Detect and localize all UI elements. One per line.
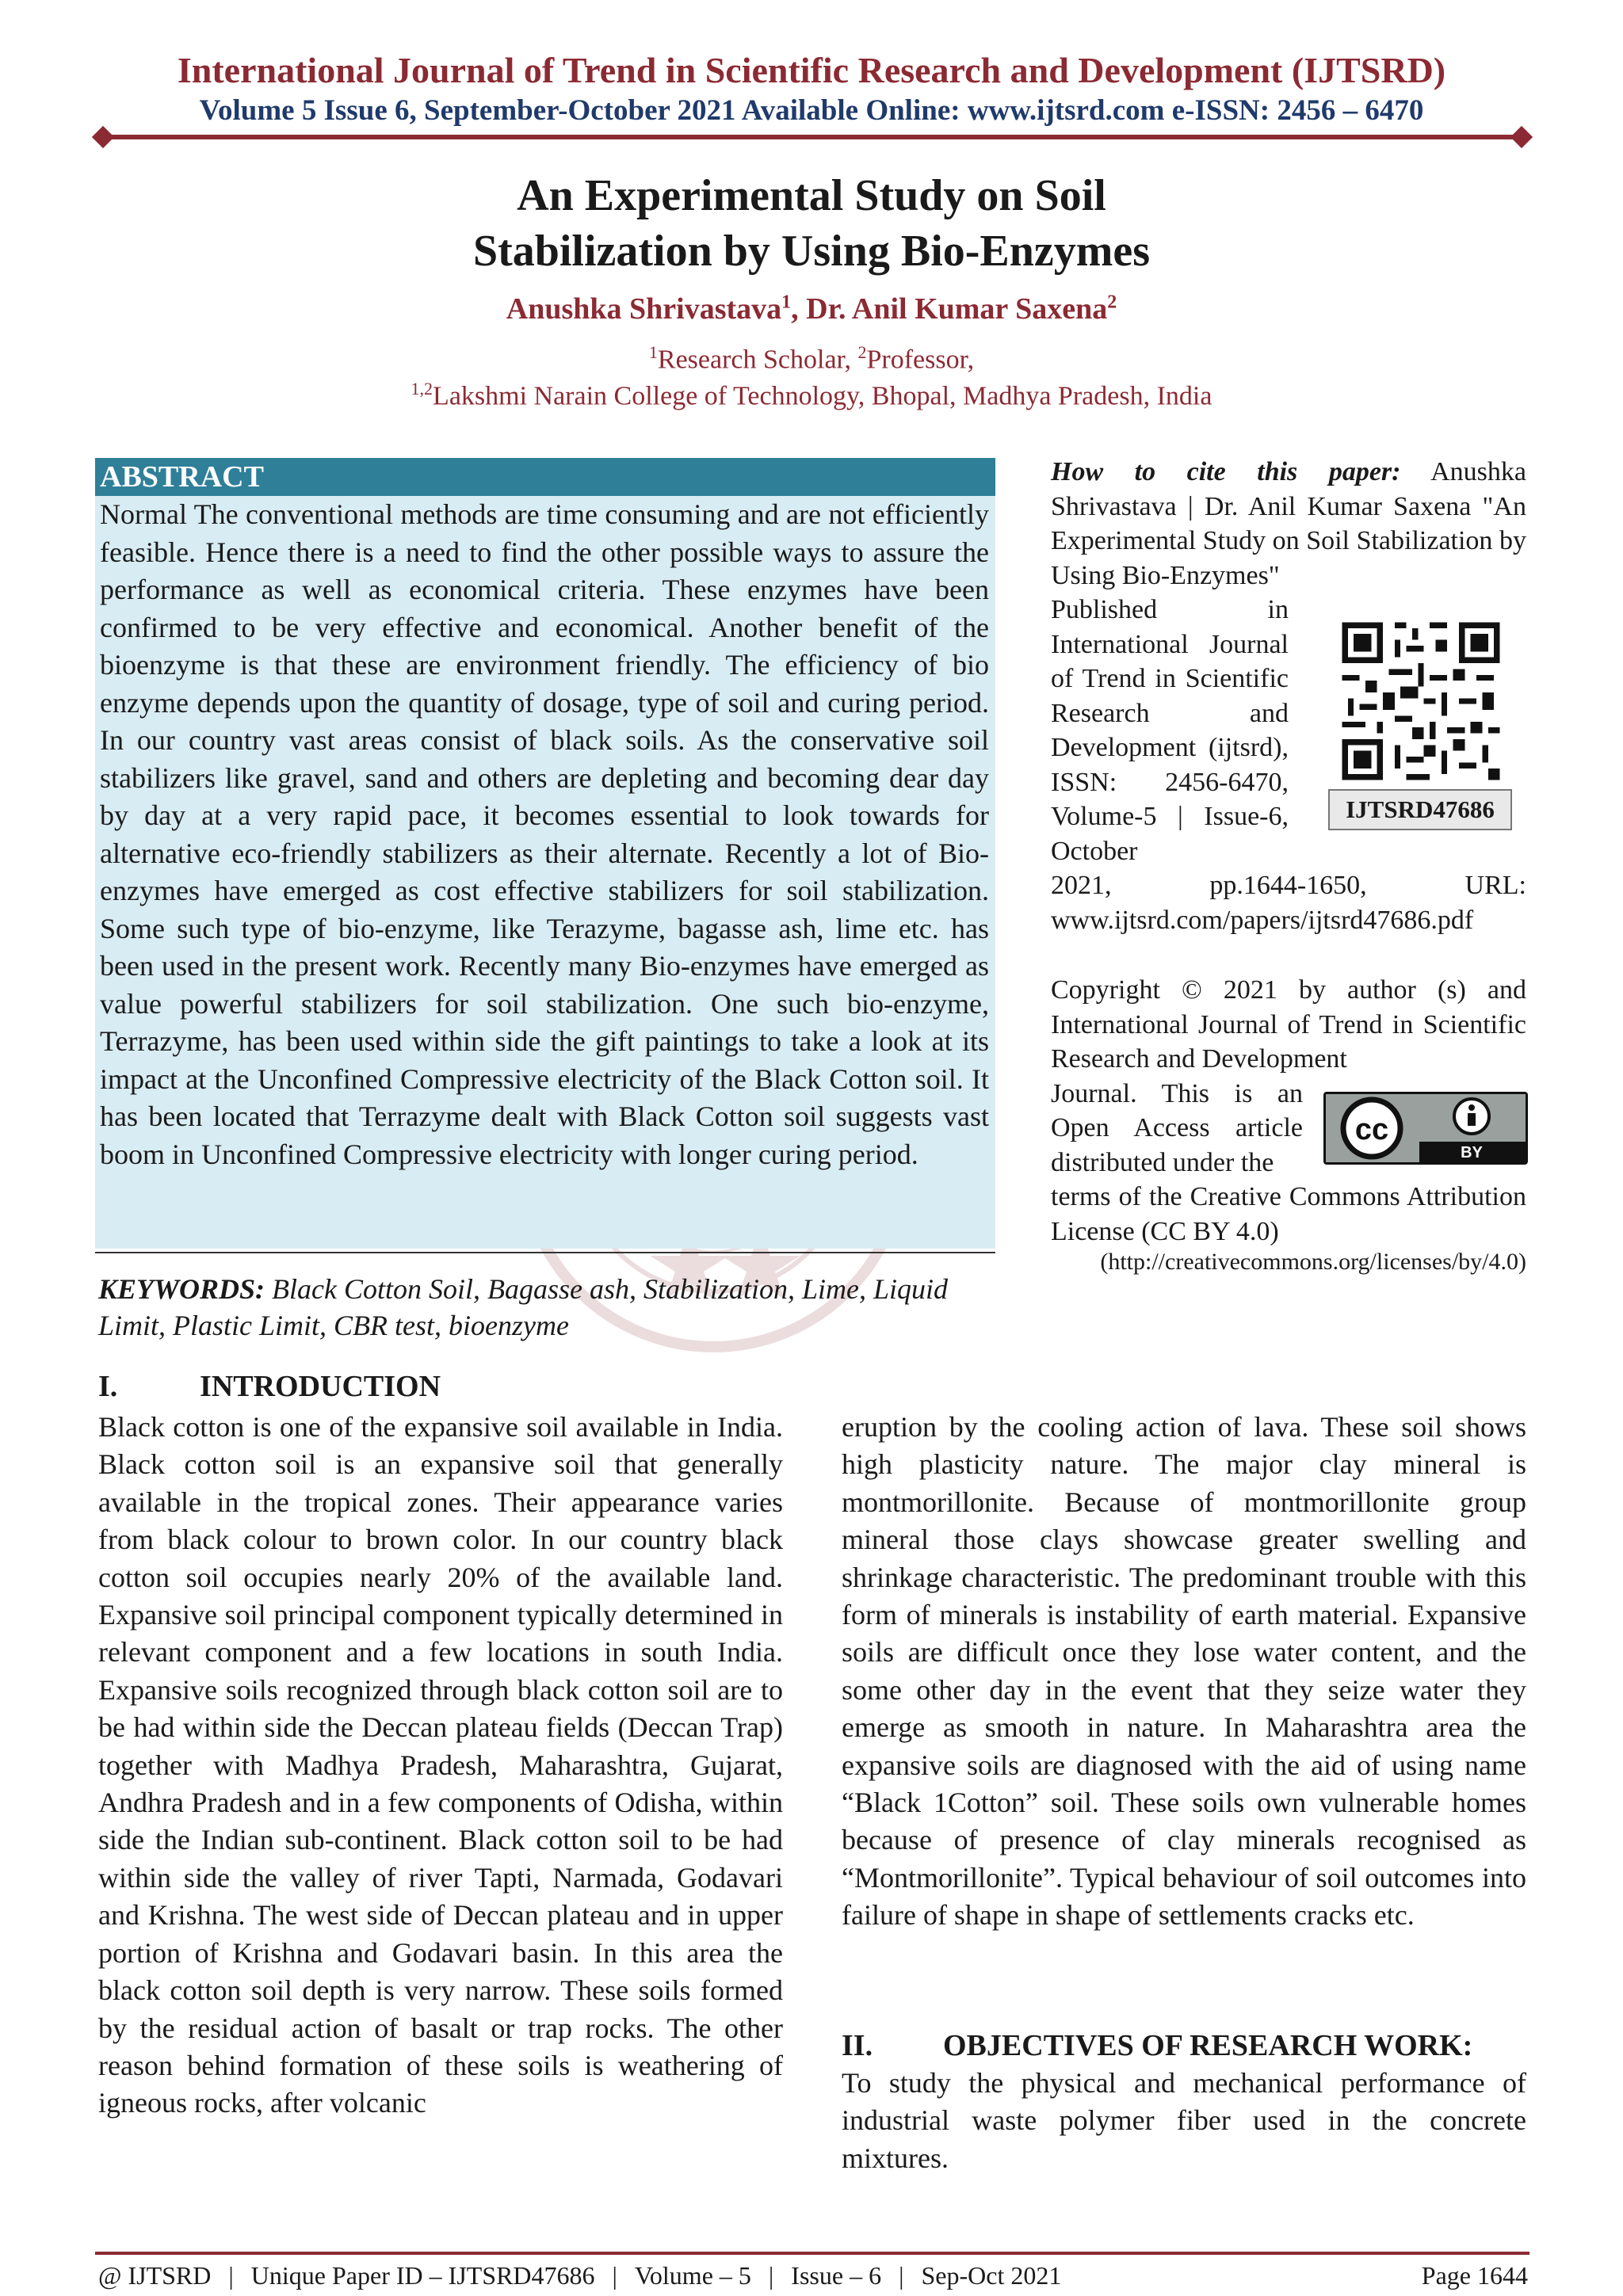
footer-sep: | xyxy=(768,2261,774,2290)
footer-divider xyxy=(95,2252,1529,2255)
creative-commons-by-icon xyxy=(1323,1092,1528,1165)
footer-journal: @ IJTSRD xyxy=(98,2261,212,2290)
paper-title xyxy=(0,168,1623,279)
author-separator: , xyxy=(791,292,807,326)
author-2-sup: 2 xyxy=(1107,292,1117,313)
affil-role-1: Research Scholar, xyxy=(657,345,858,375)
header-divider xyxy=(103,135,1522,139)
affil-role-2: Professor, xyxy=(866,345,975,375)
author-2: Dr. Anil Kumar Saxena xyxy=(806,292,1108,326)
objectives-number: II. xyxy=(842,2029,873,2062)
cite-label: How to cite this paper: xyxy=(1051,457,1401,486)
affil-sup-1: 1 xyxy=(648,342,658,362)
keywords-text: Black Cotton Soil, Bagasse ash, Stabilization, Lime, Liquid Limit, Plastic Limit, CBR test, bioenzyme xyxy=(98,1273,949,1341)
intro-number: I. xyxy=(98,1370,118,1403)
qr-paper-id: IJTSRD47686 xyxy=(1328,789,1512,830)
objectives-text: To study the physical and mechanical performance of industrial waste polymer fiber used in the concrete mixtures. xyxy=(842,2067,1526,2174)
intro-title: INTRODUCTION xyxy=(200,1370,441,1403)
footer-page-number: Page 1644 xyxy=(1421,2261,1528,2290)
footer-paper-id: Unique Paper ID – IJTSRD47686 xyxy=(250,2261,595,2290)
footer-sep: | xyxy=(612,2261,617,2290)
journal-title: International Journal of Trend in Scientific Research and Development (IJTSRD) xyxy=(177,50,1446,90)
paper-title-line-1: An Experimental Study on Soil xyxy=(517,171,1106,220)
affiliation-institution xyxy=(0,379,1623,411)
keywords xyxy=(98,1271,994,1344)
intro-column-right: eruption by the cooling action of lava. These soil shows high plasticity nature. The major clay mineral is montmorillonite. Because of montmorillonite group mineral those clays showcase greater swelling and shrinkage characteristic. The predominant trouble with this form of minerals is instability of earth material. Expansive soils are difficult once they lose water content, and the some other day in the event that they seize water they emerge as smooth in nature. In Maharashtra area the expansive soils are diagnosed with the aid of using name “Black 1Cotton” soil. These soils own vulnerable homes because of presence of clay minerals recognised as “Montmorillonite”. Typical behaviour of soil outcomes into failure of shape in shape of settlements cracks etc. xyxy=(842,1411,1526,1932)
license-url: (http://creativecommons.org/licenses/by/4.0) xyxy=(1100,1249,1526,1275)
intro-column-left: Black cotton is one of the expansive soil available in India. Black cotton soil is an expansive soil that generally available in the tropical zones. Their appearance varies from black colour to brown color. In our country black cotton soil occupies nearly 20% of the available land. Expansive soil principal component typically determined in relevant component and a few locations in south India. Expansive soils recognized through black cotton soil are to be had within side the Deccan plateau fields (Deccan Trap) together with Madhya Pradesh, Maharashtra, Gujarat, Andhra Pradesh and in a few components of Odisha, within side the Indian sub-continent. Black cotton soil to be had within side the valley of river Tapti, Narmada, Godavari and Krishna. The west side of Deccan plateau and in upper portion of Krishna and Godavari basin. In this area the black cotton soil depth is very narrow. These soils formed by the residual action of basalt or trap rocks. The other reason behind formation of these soils is weathering of igneous rocks, after volcanic xyxy=(98,1411,783,2119)
by-badge-label: BY xyxy=(1461,1144,1483,1161)
author-1: Anushka Shrivastava xyxy=(506,292,782,326)
affiliation-roles xyxy=(0,342,1623,375)
footer-date: Sep-Oct 2021 xyxy=(921,2261,1062,2290)
abstract-divider xyxy=(95,1252,995,1253)
footer-sep: | xyxy=(228,2261,234,2290)
objectives-title: OBJECTIVES OF RESEARCH WORK: xyxy=(943,2029,1473,2062)
footer-volume: Volume – 5 xyxy=(634,2261,751,2290)
qr-code-icon xyxy=(1336,616,1506,786)
cc-badge-label: cc xyxy=(1354,1113,1389,1146)
keywords-label: KEYWORDS: xyxy=(98,1273,265,1305)
copyright-text-c: terms of the Creative Commons Attribution License (CC BY 4.0) xyxy=(1051,1182,1526,1246)
author-list xyxy=(0,292,1623,326)
page-footer xyxy=(98,2261,1528,2290)
copyright-text-a: Copyright © 2021 by author (s) and International Journal of Trend in Scientific Research and Development xyxy=(1051,975,1526,1074)
abstract-text: Normal The conventional methods are time consuming and are not efficiently feasible. Hence there is a need to find the other possible ways to assure the performance as well as economical criteria. These enzymes have been confirmed to be very effective and economical. Another benefit of the bioenzyme is that these are environment friendly. The efficiency of bio enzyme depends upon the quantity of dosage, type of soil and curing period. In our country vast areas consist of black soils. As the conservative soil stabilizers like gravel, sand and others are depleting and becoming dear day by day at a very rapid pace, it becomes essential to look towards for alternative eco-friendly stabilizers as their alternate. Recently a lot of Bio-enzymes have emerged as cost effective stabilizers for soil stabilization. Some such type of bio-enzyme, like Terazyme, bagasse ash, lime etc. has been used in the present work. Recently many Bio-enzymes have emerged as value powerful stabilizers for soil stabilization. One such bio-enzyme, Terrazyme, has been used within side the gift paintings to take a look at its impact at the Unconfined Compressive electricity of the Black Cotton soil. It has been located that Terrazyme dealt with Black Cotton soil suggests vast boom in Unconfined Compressive electricity with longer curing period. xyxy=(100,498,989,1170)
affil-institution-text: Lakshmi Narain College of Technology, Bhopal, Madhya Pradesh, India xyxy=(433,381,1212,411)
cite-text-a: Anushka Shrivastava | Dr. Anil Kumar Saxena "An Experimental Study on Soil Stabilization by Using Bio-Enzymes" xyxy=(1051,457,1527,590)
abstract-heading: ABSTRACT xyxy=(95,458,995,496)
objectives-heading xyxy=(842,2028,1472,2063)
affil-inst-sup: 1,2 xyxy=(411,379,433,399)
paper-title-line-2: Stabilization by Using Bio-Enzymes xyxy=(472,227,1151,276)
journal-volume-line: Volume 5 Issue 6, September-October 2021 Available Online: www.ijtsrd.com e-ISSN: 2456 – 6470 xyxy=(199,94,1424,127)
author-1-sup: 1 xyxy=(781,292,792,313)
cite-text-b: Published in International Journal of Trend in Scientific Research and Development (ijtsrd), ISSN: 2456-6470, Volume-5 | Issue-6, October xyxy=(1051,595,1289,866)
copyright-text-b: Journal. This is an Open Access article distributed under the xyxy=(1051,1078,1303,1177)
affil-sup-2: 2 xyxy=(857,342,867,362)
footer-left xyxy=(98,2261,1061,2290)
footer-sep: | xyxy=(899,2261,904,2290)
intro-heading xyxy=(98,1369,441,1404)
abstract-box xyxy=(95,458,995,1249)
cite-text-c: 2021, pp.1644-1650, URL: www.ijtsrd.com/papers/ijtsrd47686.pdf xyxy=(1051,871,1526,935)
footer-issue: Issue – 6 xyxy=(791,2261,882,2290)
